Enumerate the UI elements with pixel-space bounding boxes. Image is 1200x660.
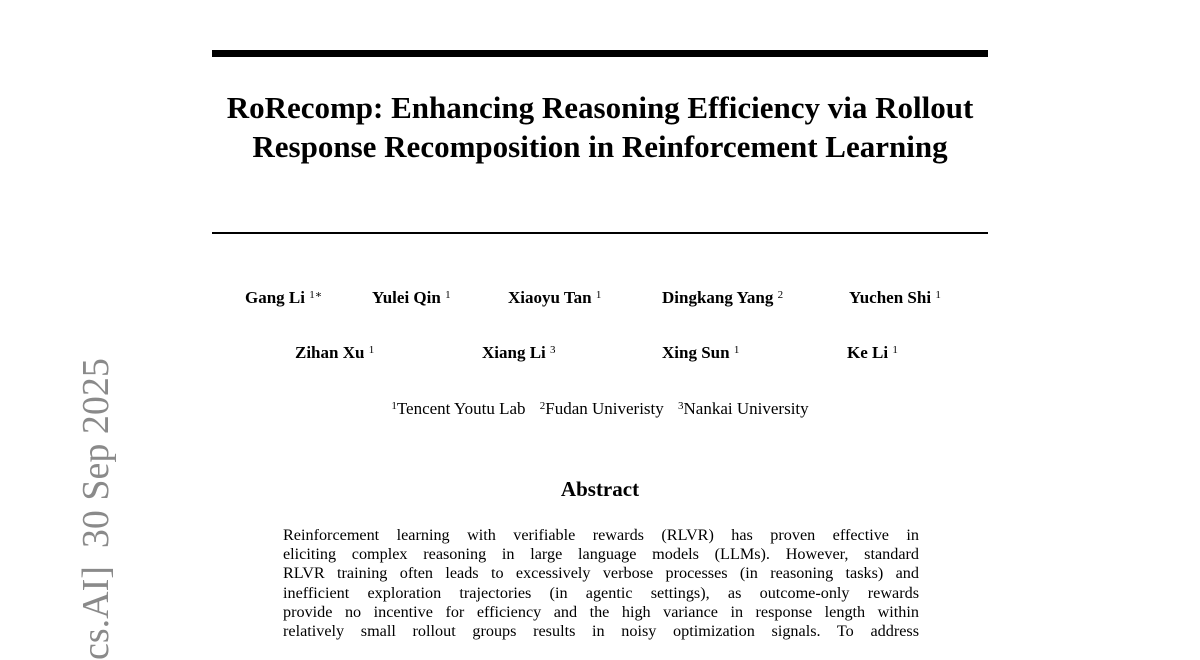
author-name: Xing Sun $^1$ xyxy=(662,343,740,362)
affiliation-item: $^2$Fudan Univeristy xyxy=(539,399,664,418)
author-name: Gang Li $^{1∗}$ xyxy=(245,288,323,307)
author-name: Xiang Li $^3$ xyxy=(482,343,556,362)
abstract-heading: Abstract xyxy=(560,477,640,501)
abstract-line: provide no incentive for efficiency and the high variance in response length within xyxy=(283,602,919,621)
affiliations xyxy=(0,399,1200,419)
arxiv-date: 30 Sep 2025 xyxy=(75,358,117,549)
abstract-line: inefficient exploration trajectories (in agentic settings), as outcome-only rewards xyxy=(283,583,919,602)
arxiv-category: cs.AI] xyxy=(75,566,117,660)
abstract-line: RLVR training often leads to excessively verbose processes (in reasoning tasks) and xyxy=(283,564,919,583)
author-name: Dingkang Yang $^2$ xyxy=(662,288,784,307)
affiliation-item: $^1$Tencent Youtu Lab xyxy=(391,399,526,418)
author-name: Yulei Qin $^1$ xyxy=(372,288,451,307)
abstract-line: Reinforcement learning with verifiable rewards (RLVR) has proven effective in xyxy=(283,526,919,544)
affiliation-item: $^3$Nankai University xyxy=(678,399,809,418)
title-top-rule xyxy=(212,50,988,57)
paper-title: RoRecomp: Enhancing Reasoning Efficiency via Rollout Response Recomposition in Reinforcement Learning xyxy=(226,90,974,164)
title-bottom-rule xyxy=(212,232,988,234)
author-name: Yuchen Shi $^1$ xyxy=(849,288,941,307)
abstract-line: relatively small rollout groups results in noisy optimization signals. To address xyxy=(283,621,919,640)
abstract-body xyxy=(283,526,919,641)
author-name: Ke Li $^1$ xyxy=(847,343,898,362)
author-name: Xiaoyu Tan $^1$ xyxy=(508,288,602,307)
author-name: Zihan Xu $^1$ xyxy=(295,343,375,362)
abstract-line: eliciting complex reasoning in large language models (LLMs). However, standard xyxy=(283,545,919,564)
